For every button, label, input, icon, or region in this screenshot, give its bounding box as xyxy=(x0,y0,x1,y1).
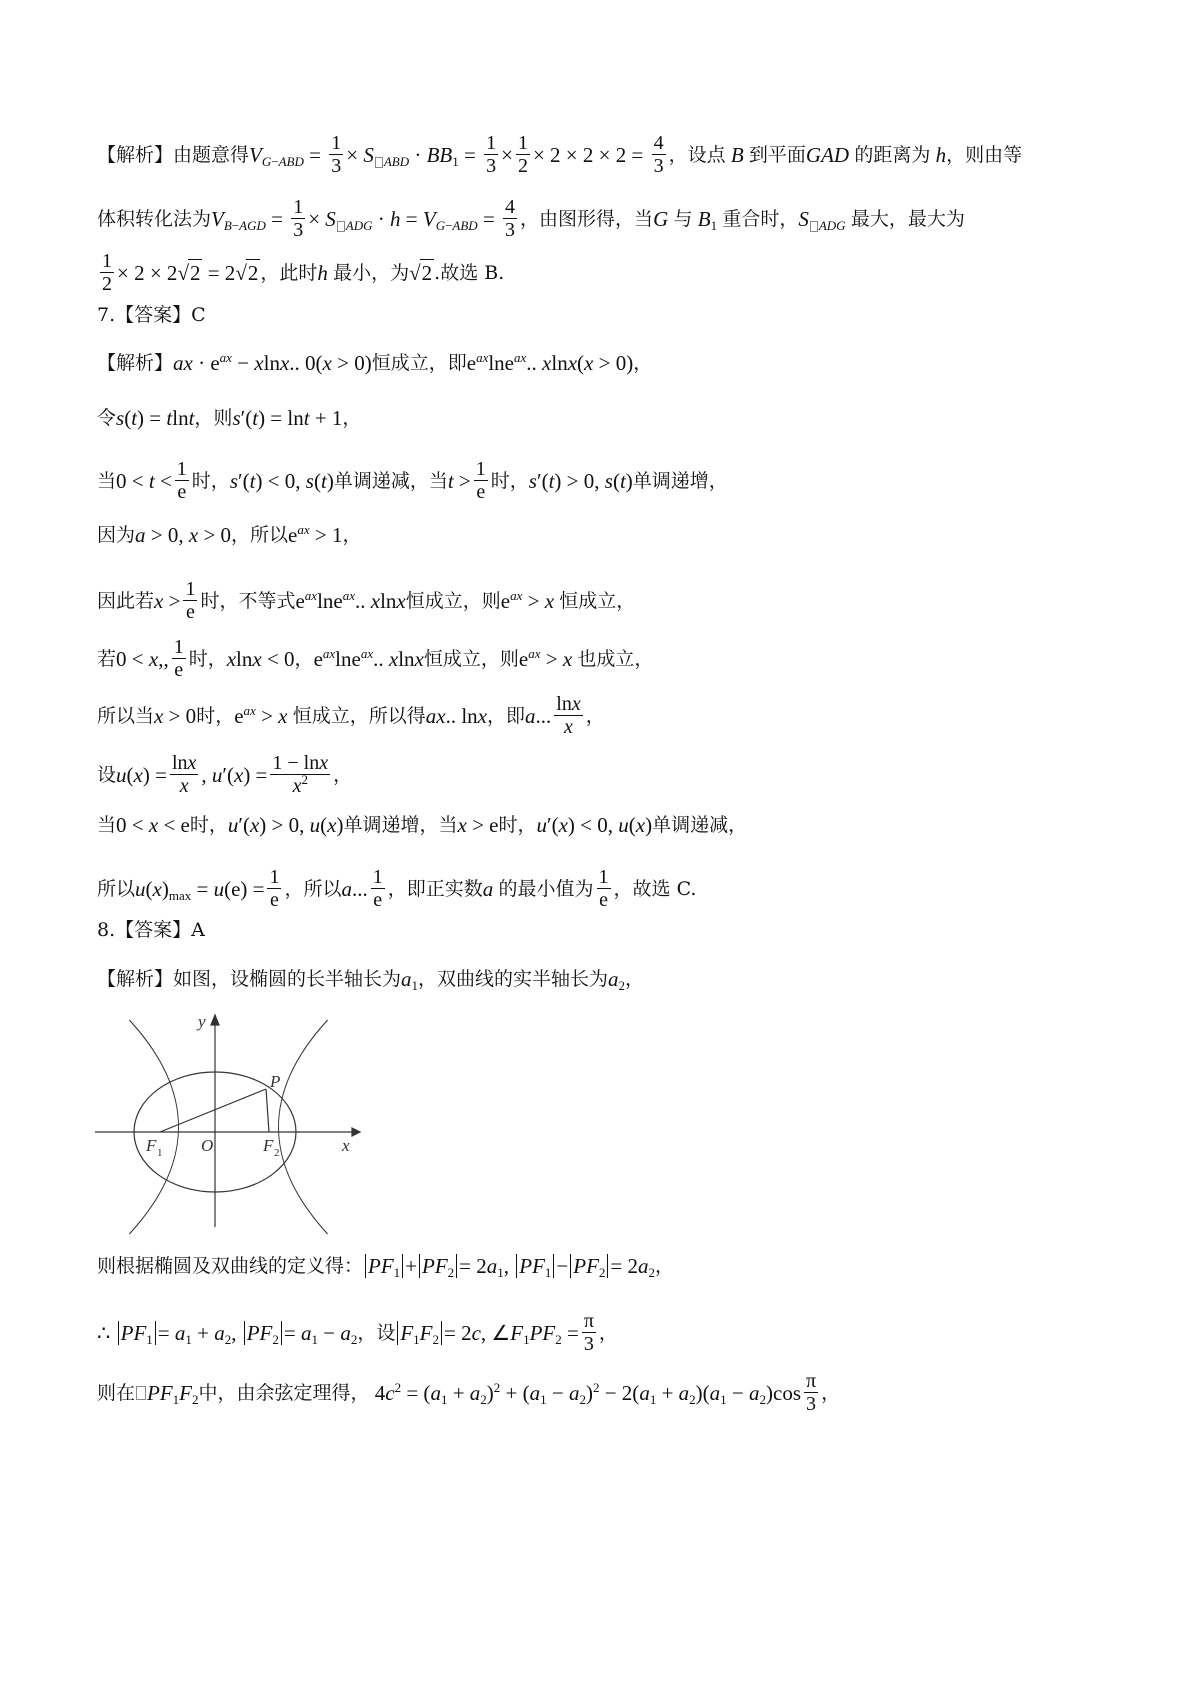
q7-line-5: 因此若 x > $\frac{1}{e}$ 时，不等式 $e^{ax}\ln e^{ax}$.. xlnx 恒成立，则 $e^{ax} > x$ 恒成立， xyxy=(97,578,636,623)
label-x: x xyxy=(342,1136,350,1155)
q7-line-4: 因为 a > 0, x > 0 ，所以 $e^{ax} > 1$ ， xyxy=(97,522,362,547)
q7-heading: 7.【答案】C xyxy=(97,304,206,326)
jiexi-tag: 【解析】 xyxy=(97,143,174,166)
ellipse-hyperbola-figure xyxy=(90,1005,380,1235)
q8-line-3: ∴ $PF_1 = a_1 + a_2$, $PF_2 = a_1 - a_2$ ，设 $F_1F_2 = 2c$, $\angle F_1PF_2$ = $\frac{\pi}{3}$ ， xyxy=(97,1310,618,1355)
q7-line-7: 所以当 x > 0 时， $e^{ax} > x$ 恒成立，所以得 ax.. lnx ，即 a... $\frac{\ln x}{x}$ ， xyxy=(97,693,605,738)
q7-line-3: 当 0 < t < $\frac{1}{e}$ 时， s′(t) < 0, s(t) 单调递减，当 t > $\frac{1}{e}$ 时， s′(t) > 0, s(t) 单调递增， xyxy=(97,458,728,503)
line-F1-P xyxy=(160,1089,266,1132)
label-F1-sub: 1 xyxy=(157,1147,163,1159)
label-F2-sub: 2 xyxy=(274,1147,280,1159)
hyperbola-right-branch xyxy=(279,1020,328,1234)
q8-line-1: 【解析】 如图，设椭圆的长半轴长为 $a_1$ ，双曲线的实半轴长为 $a_2$ ， xyxy=(97,967,645,993)
q7-line-9: 当 0 < x < e 时， u′(x) > 0, u(x) 单调递增，当 x > e 时， u′(x) < 0, u(x) 单调递减， xyxy=(97,813,748,837)
label-P: P xyxy=(270,1072,281,1091)
q8-line-4: 则在 $PF_1F_2$ 中，由余弦定理得， $4c^2 = (a_1 + a_2)^2 + (a_1 - a_2)^2 - 2(a_1 + a_2)(a_1 - a_2)\cos$ $\frac{\pi}{3}$ ， xyxy=(97,1370,841,1415)
q6-line-2: 体积转化法为 $V_{B-AGD}$ = $\frac{1}{3}$ × S $_{ADG} \cdot h = V_{G-ABD}$ = $\frac{4}{3}$ ，由图形得，当 G 与 $B_1$ 重合时， S $_{ADG}$ 最大，最大为 xyxy=(97,196,965,241)
q8-heading: 8.【答案】A xyxy=(97,919,205,941)
q7-line-2: 令 s(t) = tlnt ，则 s′(t) = lnt + 1 ， xyxy=(97,406,362,430)
x-axis-arrow xyxy=(352,1128,360,1136)
label-O: O xyxy=(201,1136,214,1155)
q8-line-2: 则根据椭圆及双曲线的定义得： $PF_1 + PF_2 = 2a_1$, $PF_1 - PF_2 = 2a_2$ ， xyxy=(97,1254,675,1280)
y-axis-arrow xyxy=(211,1015,219,1025)
label-y: y xyxy=(198,1012,206,1031)
q6-line-1: 【解析】 由题意得 $V_{G-ABD}$ = $\frac{1}{3}$ × S $_{ABD} \cdot BB_1$ = $\frac{1}{3}$ × $\frac{1}{2}$ × 2 × 2 × 2 = $\frac{4}{3}$ ，设点 B 到平面 GAD 的距离为 h ，则由等 xyxy=(97,132,1023,177)
q7-line-8: 设 u(x) = $\frac{\ln x}{x}$ , u′(x) = $\frac{1 - \ln x}{x^2}$ ， xyxy=(97,752,353,797)
q7-line-6: 若 0 < x,, $\frac{1}{e}$ 时， xlnx < 0 ， $e^{ax}\ln e^{ax}$.. xlnx 恒成立，则 $e^{ax} > x$ 也成立， xyxy=(97,636,654,681)
label-F1: F xyxy=(146,1136,157,1155)
q7-line-10: 所以 $u(x)_{max} = u(e)$ = $\frac{1}{e}$ ，所以 a... $\frac{1}{e}$ ，即正实数 a 的最小值为 $\frac{1}{e}$ ，故选 C. xyxy=(97,866,697,911)
q6-line-3: $\frac{1}{2}$ × 2 × 2 √ 2 = 2 √ 2 ，此时 h 最小，为 √ 2 .故选 B. xyxy=(102,250,505,295)
line-F2-P xyxy=(266,1089,269,1132)
label-F2: F xyxy=(263,1136,274,1155)
q7-line-1: 【解析】 ax · $e^{ax} - xlnx$.. 0(x > 0) 恒成立，即 $e^{ax}\ln e^{ax}$.. xlnx(x > 0) ， xyxy=(97,350,653,375)
